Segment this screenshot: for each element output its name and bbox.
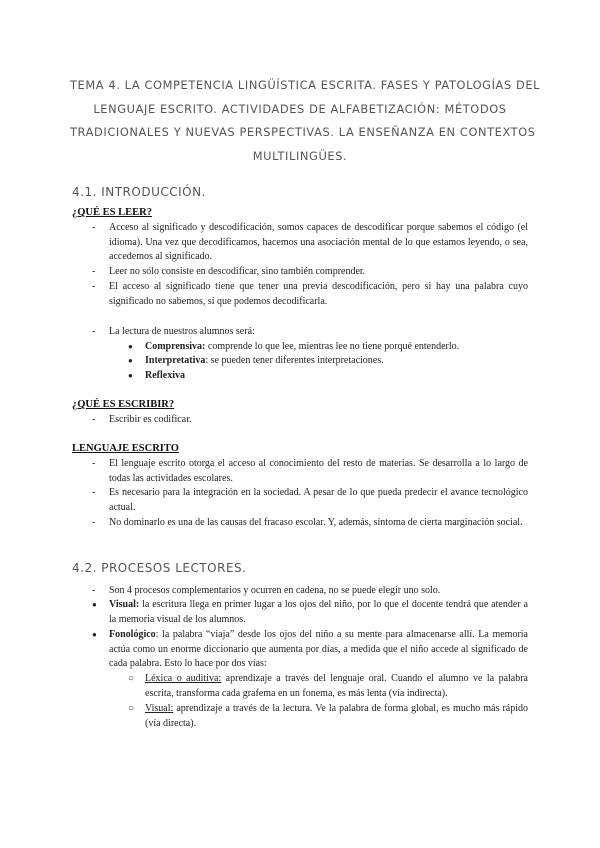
term-description: : la palabra “viaja” desde los ojos del niño a su mente para almacenarse allí. La memoria actúa como un enorme diccionario que aumenta por días, a medida que el niño accede al significado de cada palabra. Esto lo hace por dos vías: (109, 629, 528, 670)
bullet-marker: ● (92, 600, 97, 609)
title-line: MULTILINGÜES. (252, 148, 348, 163)
list-item: Escribir es codificar. (109, 414, 192, 425)
list-item: La lectura de nuestros alumnos será: (109, 326, 255, 337)
dash-marker: - (92, 414, 96, 425)
list-item (145, 369, 528, 384)
dash-marker: - (92, 517, 96, 528)
circle-marker: ○ (128, 673, 135, 684)
circle-marker: ○ (128, 703, 135, 714)
dash-marker: - (92, 281, 96, 292)
list-item (145, 340, 528, 355)
term-description: aprendizaje a través del lenguaje oral. Cuando el alumno ve la palabra escrita, transforma cada grafema en un fonema, es más lenta (vía indirecta). (145, 673, 528, 699)
bullet-marker: ● (92, 630, 97, 639)
list-item (109, 598, 528, 627)
subheading-que-es-escribir: ¿QUÉ ES ESCRIBIR? (72, 399, 175, 410)
dash-marker: - (92, 326, 96, 337)
term-description: la escritura llega en primer lugar a los ojos del niño, por lo que el docente tendrá que atender a la memoria visual de los alumnos. (109, 599, 528, 625)
dash-marker: - (92, 585, 96, 596)
bullet-marker: ● (128, 371, 133, 380)
subheading-que-es-leer: ¿QUÉ ES LEER? (72, 207, 152, 218)
title-line: LENGUAJE ESCRITO. ACTIVIDADES DE ALFABETIZACIÓN: MÉTODOS (93, 101, 507, 116)
list-item: Son 4 procesos complementarios y ocurren en cadena, no se puede elegir uno solo. (109, 585, 441, 596)
section-heading-introduccion: 4.1. INTRODUCCIÓN. (72, 185, 206, 199)
list-item (145, 702, 528, 731)
list-item: Leer no sólo consiste en descodificar, sino también comprender. (109, 266, 366, 277)
term-description: comprende lo que lee, mientras lee no tiene porqué entenderlo. (205, 341, 460, 352)
bullet-marker: ● (128, 356, 133, 365)
title-line: TRADICIONALES Y NUEVAS PERSPECTIVAS. LA ENSEÑANZA EN CONTEXTOS (70, 125, 536, 139)
list-item (145, 672, 528, 701)
term: Fonológico (109, 629, 156, 640)
dash-marker: - (92, 266, 96, 277)
list-item: El lenguaje escrito otorga el acceso al conocimiento del resto de materias. Se desarrolla a lo largo de todas las actividades escolares. (109, 458, 528, 484)
dash-marker: - (92, 458, 96, 469)
term: Visual: (109, 599, 140, 610)
dash-marker: - (92, 487, 96, 498)
list-item: No dominarlo es una de las causas del fracaso escolar. Y, además, síntoma de cierta marginación social. (109, 517, 523, 528)
term-description: : se pueden tener diferentes interpretaciones. (205, 355, 384, 366)
bullet-marker: ● (128, 342, 133, 351)
list-item: Acceso al significado y descodificación, somos capaces de descodificar porque sabemos el código (el idioma). Una vez que decodificamos, hacemos una asociación mental de lo que estamos leyendo, o sea, accedemos al significado. (109, 222, 528, 263)
list-item (109, 628, 528, 672)
term: Reflexiva (145, 370, 185, 381)
section-heading-procesos-lectores: 4.2. PROCESOS LECTORES. (72, 561, 247, 575)
term: Comprensiva: (145, 341, 206, 352)
list-item: Es necesario para la integración en la sociedad. A pesar de lo que pueda predecir el avance tecnológico actual. (109, 487, 528, 513)
subheading-lenguaje-escrito: LENGUAJE ESCRITO (72, 443, 179, 454)
term: Léxica o auditiva: (145, 673, 222, 684)
list-item (145, 354, 528, 369)
title-line: TEMA 4. LA COMPETENCIA LINGÜÍSTICA ESCRITA. FASES Y PATOLOGÍAS DEL (70, 78, 541, 92)
term-description: aprendizaje a través de la lectura. Ve la palabra de forma global, es mucho más rápido (vía directa). (145, 703, 528, 729)
document-title (70, 74, 541, 168)
term: Visual: (145, 703, 174, 714)
list-item: El acceso al significado tiene que tener una previa descodificación, pero si hay una palabra cuyo significado no sabemos, sí que podemos decodificarla. (109, 281, 528, 307)
dash-marker: - (92, 222, 96, 233)
term: Interpretativa (145, 355, 206, 366)
